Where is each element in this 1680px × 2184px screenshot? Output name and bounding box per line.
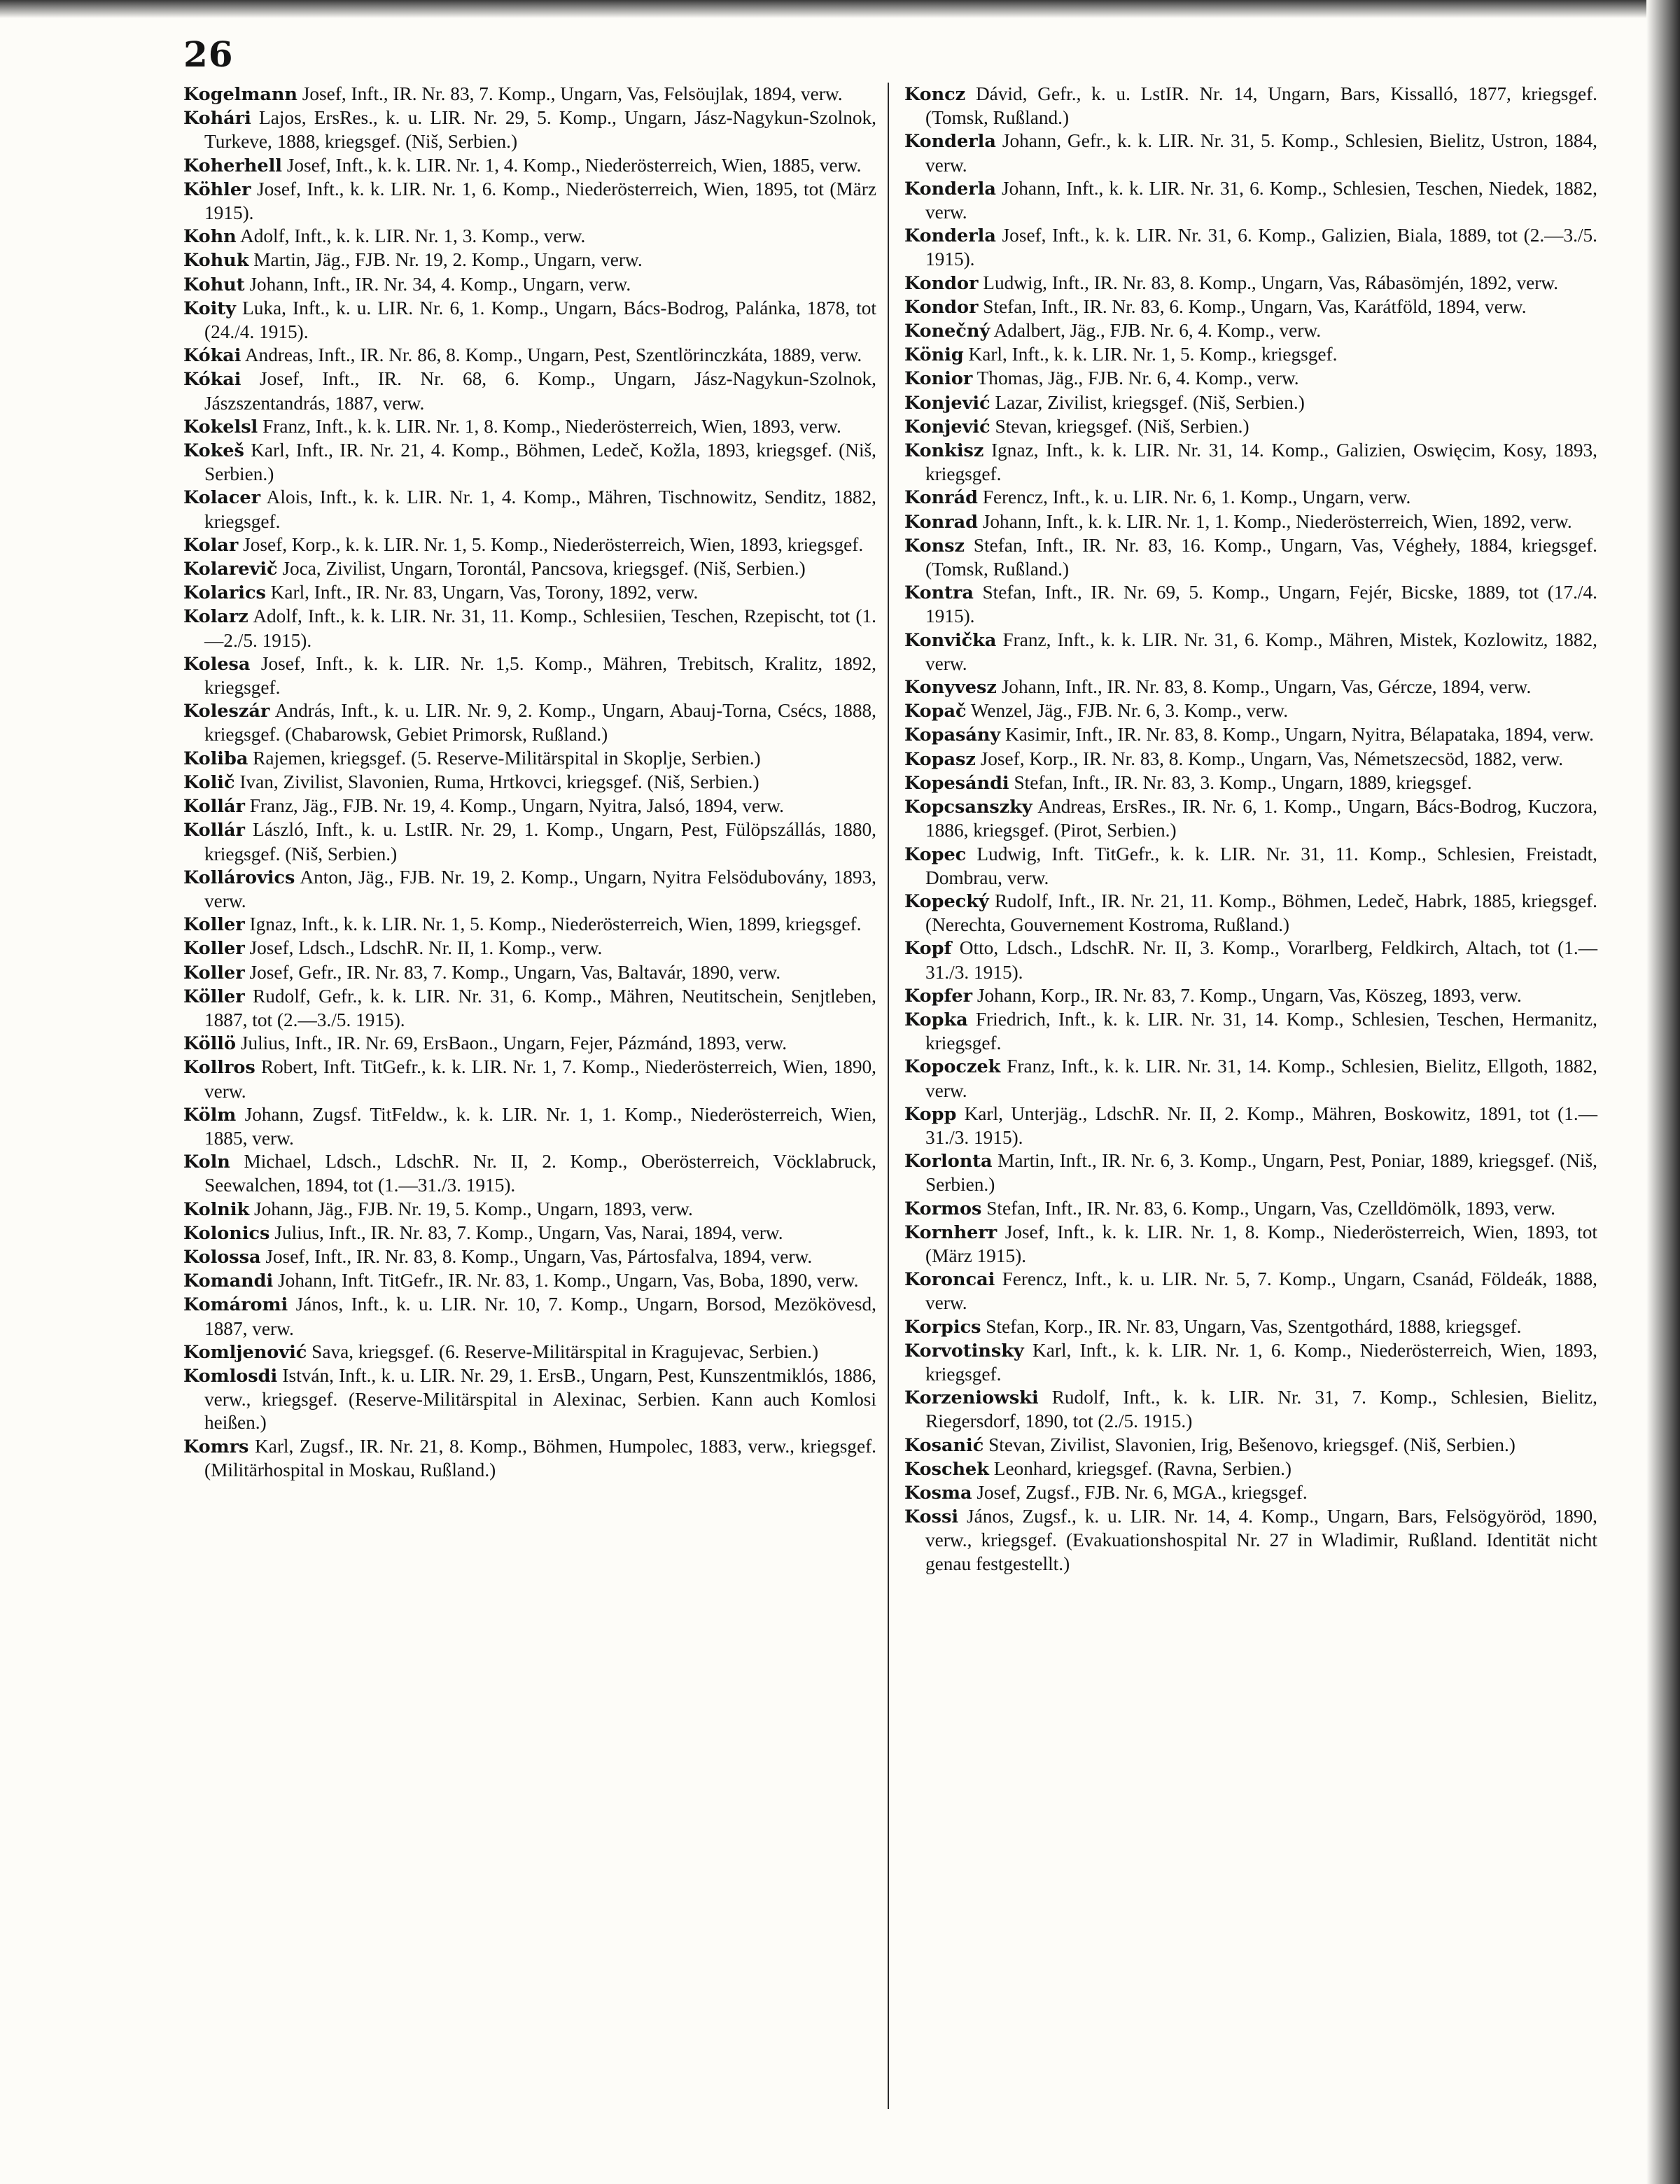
register-entry bbox=[904, 1457, 1597, 1481]
entry-details: László, Inft., k. u. LstIR. Nr. 29, 1. Komp., Ungarn, Pest, Fülöpszállás, 1880, kriegsgef. (Niš, Serbien.) bbox=[204, 819, 876, 864]
entry-surname: Konderla bbox=[904, 178, 996, 200]
entry-details: Josef, Gefr., IR. Nr. 83, 7. Komp., Ungarn, Vas, Baltavár, 1890, verw. bbox=[249, 961, 781, 983]
entry-surname: Konjević bbox=[904, 416, 990, 438]
entry-surname: Kosma bbox=[904, 1482, 972, 1504]
register-entry bbox=[183, 913, 876, 937]
register-entry bbox=[904, 1481, 1597, 1505]
register-entry bbox=[183, 415, 876, 439]
entry-surname: Koller bbox=[183, 962, 245, 983]
register-entry bbox=[183, 297, 876, 344]
entry-details: Adalbert, Jäg., FJB. Nr. 6, 4. Komp., verw. bbox=[993, 320, 1322, 342]
entry-surname: Konkisz bbox=[904, 440, 984, 462]
register-entry bbox=[183, 344, 876, 368]
entry-details: Franz, Inft., k. k. LIR. Nr. 1, 8. Komp., Niederösterreich, Wien, 1893, verw. bbox=[262, 415, 841, 437]
entry-surname: Kopač bbox=[904, 701, 967, 722]
entry-surname: Kossi bbox=[904, 1506, 959, 1528]
entry-details: Karl, Inft., IR. Nr. 21, 4. Komp., Böhmen, Ledeč, Kožla, 1893, kriegsgef. (Niš, Serbien.) bbox=[204, 440, 876, 485]
register-entry bbox=[904, 771, 1597, 795]
page-number: 26 bbox=[183, 34, 234, 75]
entry-details: Johann, Inft., IR. Nr. 83, 8. Komp., Ungarn, Vas, Gércze, 1894, verw. bbox=[1001, 676, 1532, 698]
register-entry bbox=[183, 699, 876, 746]
entry-details: Josef, Korp., IR. Nr. 83, 8. Komp., Ungarn, Vas, Németszecsöd, 1882, verw. bbox=[980, 748, 1564, 769]
entry-details: Johann, Inft., IR. Nr. 34, 4. Komp., Ungarn, verw. bbox=[249, 273, 631, 295]
entry-details: Andreas, Inft., IR. Nr. 86, 8. Komp., Ungarn, Pest, Szentlörinczkáta, 1889, verw. bbox=[244, 344, 862, 366]
register-entry bbox=[904, 629, 1597, 676]
register-entry bbox=[183, 1435, 876, 1482]
entry-surname: Konrad bbox=[904, 511, 978, 533]
entry-surname: Kopecký bbox=[904, 890, 989, 912]
entry-surname: Kollár bbox=[183, 820, 245, 841]
register-entry bbox=[904, 795, 1597, 842]
entry-details: Rudolf, Gefr., k. k. LIR. Nr. 31, 6. Komp., Mähren, Neutitschein, Senjtleben, 1887, tot (2.—3./5. 1915). bbox=[204, 985, 876, 1030]
entry-surname: Koleszár bbox=[183, 701, 270, 722]
entry-details: Karl, Inft., k. k. LIR. Nr. 1, 6. Komp., Niederösterreich, Wien, 1893, kriegsgef. bbox=[925, 1339, 1597, 1385]
register-entry bbox=[183, 985, 876, 1032]
entry-details: Ignaz, Inft., k. k. LIR. Nr. 1, 5. Komp., Niederösterreich, Wien, 1899, kriegsgef. bbox=[249, 913, 862, 935]
entry-surname: Kopcsanszky bbox=[904, 797, 1032, 818]
register-entry bbox=[904, 676, 1597, 699]
register-entry bbox=[183, 866, 876, 913]
entry-surname: Kopka bbox=[904, 1009, 968, 1030]
entry-details: Anton, Jäg., FJB. Nr. 19, 2. Komp., Ungarn, Nyitra Felsödubovány, 1893, verw. bbox=[204, 866, 876, 911]
entry-surname: Kolossa bbox=[183, 1246, 261, 1268]
entry-surname: Kollár bbox=[183, 796, 245, 818]
entry-details: Karl, Unterjäg., LdschR. Nr. II, 2. Komp., Mähren, Boskowitz, 1891, tot (1.—31./3. 1915). bbox=[925, 1102, 1597, 1148]
register-entry bbox=[904, 1268, 1597, 1315]
entry-surname: König bbox=[904, 344, 964, 366]
entry-details: Martin, Jäg., FJB. Nr. 19, 2. Komp., Ungarn, verw. bbox=[253, 249, 643, 271]
entry-surname: Koller bbox=[183, 914, 245, 936]
entry-details: Otto, Ldsch., LdschR. Nr. II, 3. Komp., Vorarlberg, Feldkirch, Altach, tot (1.—31./3. 1915). bbox=[925, 937, 1598, 983]
entry-surname: Kolonics bbox=[183, 1222, 270, 1244]
register-entry bbox=[904, 1102, 1597, 1149]
entry-surname: Kormos bbox=[904, 1198, 982, 1219]
entry-surname: Kornherr bbox=[904, 1222, 997, 1243]
entry-surname: Koln bbox=[183, 1152, 230, 1173]
entry-surname: Kollárovics bbox=[183, 867, 295, 888]
entry-details: Stefan, Inft., IR. Nr. 83, 16. Komp., Ungarn, Vas, Végheły, 1884, kriegsgef. (Tomsk, Rußland.) bbox=[925, 534, 1598, 580]
register-entry bbox=[904, 177, 1597, 224]
entry-surname: Korlonta bbox=[904, 1151, 993, 1172]
register-entry bbox=[904, 295, 1597, 319]
entry-details: Johann, Inft., k. k. LIR. Nr. 1, 1. Komp., Niederösterreich, Wien, 1892, verw. bbox=[982, 510, 1572, 532]
entry-details: Julius, Inft., IR. Nr. 69, ErsBaon., Ungarn, Fejer, Pázmánd, 1893, verw. bbox=[240, 1032, 788, 1054]
entry-details: Stefan, Inft., IR. Nr. 83, 3. Komp., Ungarn, 1889, kriegsgef. bbox=[1014, 771, 1472, 793]
entry-details: Ferencz, Inft., k. u. LIR. Nr. 5, 7. Komp., Ungarn, Csanád, Földeák, 1888, verw. bbox=[925, 1268, 1597, 1314]
register-entry bbox=[183, 533, 876, 557]
entry-details: Josef, Inft., k. k. LIR. Nr. 1,5. Komp., Mähren, Trebitsch, Kralitz, 1892, kriegsgef. bbox=[204, 652, 876, 699]
entry-details: Stefan, Inft., IR. Nr. 83, 6. Komp., Ungarn, Vas, Karátföld, 1894, verw. bbox=[983, 295, 1527, 317]
entry-details: János, Inft., k. u. LIR. Nr. 10, 7. Komp., Ungarn, Borsod, Mezökövesd, 1887, verw. bbox=[204, 1294, 877, 1339]
entry-surname: Kopasány bbox=[904, 724, 1001, 746]
left-column bbox=[183, 83, 876, 1482]
entry-details: Josef, Inft., k. k. LIR. Nr. 1, 8. Komp., Niederösterreich, Wien, 1893, tot (März 1915). bbox=[925, 1221, 1597, 1266]
register-entry bbox=[904, 699, 1597, 723]
entry-details: Franz, Inft., k. k. LIR. Nr. 31, 6. Komp., Mähren, Mistek, Kozlowitz, 1882, verw. bbox=[925, 629, 1597, 674]
entry-details: Ferencz, Inft., k. u. LIR. Nr. 6, 1. Komp., Ungarn, verw. bbox=[982, 486, 1411, 508]
entry-details: Stefan, Inft., IR. Nr. 69, 5. Komp., Ungarn, Fejér, Bicske, 1889, tot (17./4. 1915). bbox=[925, 582, 1597, 627]
entry-surname: Kohn bbox=[183, 226, 237, 248]
entry-details: Josef, Zugsf., FJB. Nr. 6, MGA., kriegsgef. bbox=[976, 1481, 1308, 1503]
entry-surname: Kokeš bbox=[183, 440, 244, 462]
right-column bbox=[904, 83, 1597, 1576]
entry-details: Rudolf, Inft., k. k. LIR. Nr. 31, 7. Komp., Schlesien, Bielitz, Riegersdorf, 1890, tot (2./5. 1915.) bbox=[925, 1387, 1597, 1432]
register-entry bbox=[904, 1008, 1597, 1055]
entry-details: Julius, Inft., IR. Nr. 83, 7. Komp., Ungarn, Vas, Narai, 1894, verw. bbox=[274, 1222, 783, 1243]
entry-surname: Komljenović bbox=[183, 1341, 307, 1363]
entry-surname: Konderla bbox=[904, 225, 996, 247]
entry-details: Ludwig, Inft., IR. Nr. 83, 8. Komp., Ungarn, Vas, Rábasömjén, 1892, verw. bbox=[983, 272, 1559, 293]
entry-details: Martin, Inft., IR. Nr. 6, 3. Komp., Ungarn, Pest, Poniar, 1889, kriegsgef. (Niš, Serbien.) bbox=[925, 1150, 1597, 1196]
entry-surname: Koroncai bbox=[904, 1269, 995, 1291]
register-entry bbox=[904, 1197, 1597, 1221]
entry-details: Leonhard, kriegsgef. (Ravna, Serbien.) bbox=[993, 1457, 1292, 1479]
entry-surname: Kolnik bbox=[183, 1198, 250, 1220]
entry-details: Luka, Inft., k. u. LIR. Nr. 6, 1. Komp., Ungarn, Bács-Bodrog, Palánka, 1878, tot (24./4. 1915). bbox=[204, 297, 877, 343]
entry-surname: Koliba bbox=[183, 748, 248, 769]
entry-surname: Konečný bbox=[904, 321, 990, 342]
register-entry bbox=[183, 439, 876, 486]
register-entry bbox=[183, 1222, 876, 1245]
entry-details: Joca, Zivilist, Ungarn, Torontál, Pancsova, kriegsgef. (Niš, Serbien.) bbox=[282, 558, 806, 580]
entry-surname: Kopec bbox=[904, 844, 967, 865]
entry-surname: Köller bbox=[183, 986, 245, 1007]
entry-details: Franz, Inft., k. k. LIR. Nr. 31, 14. Komp., Schlesien, Bielitz, Ellgoth, 1882, verw. bbox=[925, 1056, 1597, 1101]
entry-surname: Kopf bbox=[904, 938, 952, 960]
entry-surname: Koncz bbox=[904, 84, 966, 105]
entry-surname: Komandi bbox=[183, 1270, 274, 1292]
entry-surname: Kondor bbox=[904, 272, 979, 294]
entry-details: Lazar, Zivilist, kriegsgef. (Niš, Serbien.) bbox=[995, 391, 1305, 413]
entry-details: Alois, Inft., k. k. LIR. Nr. 1, 4. Komp., Mähren, Tischnowitz, Senditz, 1882, kriegsgef. bbox=[204, 486, 876, 532]
entry-details: Ludwig, Inft. TitGefr., k. k. LIR. Nr. 31, 11. Komp., Schlesien, Freistadt, Dombrau, verw. bbox=[925, 843, 1598, 888]
entry-surname: Kopfer bbox=[904, 985, 973, 1007]
register-entry bbox=[904, 367, 1597, 391]
entry-surname: Koherhell bbox=[183, 155, 282, 176]
register-entry bbox=[183, 1340, 876, 1364]
register-entry bbox=[183, 818, 876, 865]
register-entry bbox=[904, 319, 1597, 343]
entry-surname: Kolarics bbox=[183, 582, 266, 604]
entry-details: Johann, Zugsf. TitFeldw., k. k. LIR. Nr. 1, 1. Komp., Niederösterreich, Wien, 1885, verw. bbox=[204, 1103, 876, 1149]
register-entry bbox=[904, 843, 1597, 890]
entry-surname: Kohut bbox=[183, 274, 245, 295]
entry-surname: Komáromi bbox=[183, 1294, 288, 1316]
register-entry bbox=[904, 83, 1597, 130]
entry-surname: Komrs bbox=[183, 1436, 249, 1457]
entry-surname: Köllö bbox=[183, 1033, 236, 1055]
register-entry bbox=[904, 1434, 1597, 1457]
entry-details: András, Inft., k. u. LIR. Nr. 9, 2. Komp., Ungarn, Abauj-Torna, Csécs, 1888, kriegsgef. (Chabarowsk, Gebiet Primorsk, Rußland.) bbox=[204, 700, 876, 746]
entry-surname: Konvička bbox=[904, 629, 997, 651]
entry-surname: Kolacer bbox=[183, 487, 261, 509]
entry-surname: Köhler bbox=[183, 178, 251, 200]
entry-surname: Kondor bbox=[904, 296, 979, 318]
entry-surname: Konrád bbox=[904, 487, 978, 509]
register-entry bbox=[904, 581, 1597, 628]
entry-surname: Kopp bbox=[904, 1103, 957, 1125]
entry-details: Josef, Inft., k. k. LIR. Nr. 31, 6. Komp., Galizien, Biala, 1889, tot (2.—3./5. 1915). bbox=[925, 225, 1598, 270]
entry-surname: Kölm bbox=[183, 1104, 237, 1126]
register-entry bbox=[904, 130, 1597, 176]
register-entry bbox=[904, 343, 1597, 367]
register-entry bbox=[183, 1245, 876, 1269]
entry-surname: Korpics bbox=[904, 1316, 981, 1338]
entry-surname: Kontra bbox=[904, 582, 974, 604]
entry-surname: Kopoczek bbox=[904, 1056, 1001, 1078]
register-entry bbox=[183, 771, 876, 794]
entry-surname: Kollros bbox=[183, 1057, 255, 1079]
entry-surname: Kolesa bbox=[183, 653, 251, 675]
register-entry bbox=[183, 225, 876, 248]
entry-details: Rajemen, kriegsgef. (5. Reserve-Militärspital in Skoplje, Serbien.) bbox=[253, 747, 761, 769]
register-entry bbox=[183, 557, 876, 581]
entry-details: Adolf, Inft., k. k. LIR. Nr. 1, 3. Komp., verw. bbox=[240, 225, 586, 247]
entry-details: Josef, Inft., k. k. LIR. Nr. 1, 4. Komp., Niederösterreich, Wien, 1885, verw. bbox=[286, 154, 862, 176]
register-entry bbox=[183, 937, 876, 960]
entry-details: Josef, Ldsch., LdschR. Nr. II, 1. Komp., verw. bbox=[249, 937, 603, 959]
register-entry bbox=[183, 1056, 876, 1102]
register-entry bbox=[904, 1149, 1597, 1196]
register-entry bbox=[904, 486, 1597, 510]
entry-details: Franz, Jäg., FJB. Nr. 19, 4. Komp., Ungarn, Nyitra, Jalsó, 1894, verw. bbox=[249, 795, 785, 817]
entry-surname: Konderla bbox=[904, 131, 996, 153]
register-entry bbox=[904, 439, 1597, 486]
register-entry bbox=[904, 723, 1597, 747]
register-entry bbox=[183, 1103, 876, 1150]
entry-details: Josef, Inft., k. k. LIR. Nr. 1, 6. Komp., Niederösterreich, Wien, 1895, tot (März 1915). bbox=[204, 178, 877, 224]
entry-details: Johann, Inft. TitGefr., IR. Nr. 83, 1. Komp., Ungarn, Vas, Boba, 1890, verw. bbox=[278, 1270, 859, 1292]
register-entry bbox=[183, 83, 876, 106]
entry-details: Wenzel, Jäg., FJB. Nr. 6, 3. Komp., verw. bbox=[970, 700, 1289, 722]
entry-surname: Koschek bbox=[904, 1458, 989, 1480]
register-entry bbox=[183, 368, 876, 414]
column-divider bbox=[888, 83, 889, 2109]
entry-surname: Količ bbox=[183, 771, 235, 793]
entry-details: Johann, Gefr., k. k. LIR. Nr. 31, 5. Komp., Schlesien, Bielitz, Ustron, 1884, verw. bbox=[925, 130, 1597, 176]
register-entry bbox=[904, 1221, 1597, 1268]
entry-surname: Korzeniowski bbox=[904, 1387, 1039, 1409]
entry-details: Dávid, Gefr., k. u. LstIR. Nr. 14, Ungarn, Bars, Kissalló, 1877, kriegsgef. (Tomsk, Rußland.) bbox=[925, 83, 1598, 129]
register-entry bbox=[183, 1293, 876, 1340]
register-entry bbox=[183, 1364, 876, 1435]
register-entry bbox=[183, 248, 876, 272]
entry-surname: Kókai bbox=[183, 369, 241, 391]
entry-details: Lajos, ErsRes., k. u. LIR. Nr. 29, 5. Komp., Ungarn, Jász-Nagykun-Szolnok, Turkeve, 1888, kriegsgef. (Niš, Serbien.) bbox=[204, 107, 876, 153]
entry-details: Michael, Ldsch., LdschR. Nr. II, 2. Komp., Oberösterreich, Vöcklabruck, Seewalchen, 1894, tot (1.—31./3. 1915). bbox=[204, 1151, 876, 1196]
entry-details: Kasimir, Inft., IR. Nr. 83, 8. Komp., Ungarn, Nyitra, Bélapataka, 1894, verw. bbox=[1005, 724, 1594, 746]
entry-details: Sava, kriegsgef. (6. Reserve-Militärspital in Kragujevac, Serbien.) bbox=[312, 1340, 819, 1362]
entry-surname: Kopasz bbox=[904, 748, 976, 770]
entry-details: Ignaz, Inft., k. k. LIR. Nr. 31, 14. Komp., Galizien, Oswięcim, Kosy, 1893, kriegsgef. bbox=[925, 440, 1598, 485]
entry-details: Karl, Inft., IR. Nr. 83, Ungarn, Vas, Torony, 1892, verw. bbox=[270, 582, 699, 603]
entry-details: Friedrich, Inft., k. k. LIR. Nr. 31, 14. Komp., Schlesien, Teschen, Hermanitz, kriegsgef. bbox=[925, 1008, 1597, 1054]
entry-details: Ivan, Zivilist, Slavonien, Ruma, Hrtkovci, kriegsgef. (Niš, Serbien.) bbox=[239, 771, 760, 792]
entry-details: Johann, Inft., k. k. LIR. Nr. 31, 6. Komp., Schlesien, Teschen, Niedek, 1882, verw. bbox=[925, 177, 1598, 223]
entry-details: Andreas, ErsRes., IR. Nr. 6, 1. Komp., Ungarn, Bács-Bodrog, Kuczora, 1886, kriegsgef. (Pirot, Serbien.) bbox=[925, 796, 1597, 841]
entry-surname: Konyvesz bbox=[904, 677, 997, 699]
entry-details: Adolf, Inft., k. k. LIR. Nr. 31, 11. Komp., Schlesiien, Teschen, Rzepischt, tot (1.—2./5. 1915). bbox=[204, 606, 876, 651]
entry-surname: Konsz bbox=[904, 535, 965, 556]
register-entry bbox=[904, 534, 1597, 581]
register-entry bbox=[904, 1505, 1597, 1576]
register-entry bbox=[904, 272, 1597, 295]
entry-surname: Konior bbox=[904, 368, 973, 390]
register-entry bbox=[904, 937, 1597, 983]
register-entry bbox=[904, 1315, 1597, 1339]
entry-details: Karl, Zugsf., IR. Nr. 21, 8. Komp., Böhmen, Humpolec, 1883, verw., kriegsgef. (Militärhospital in Moskau, Rußland.) bbox=[204, 1435, 876, 1480]
entry-details: Johann, Korp., IR. Nr. 83, 7. Komp., Ungarn, Vas, Köszeg, 1893, verw. bbox=[976, 984, 1522, 1006]
register-entry bbox=[183, 273, 876, 297]
entry-details: Rudolf, Inft., IR. Nr. 21, 11. Komp., Böhmen, Ledeč, Habrk, 1885, kriegsgef. (Nerechta, Gouvernement Kostroma, Rußland.) bbox=[925, 890, 1597, 936]
register-entry bbox=[183, 581, 876, 605]
entry-details: János, Zugsf., k. u. LIR. Nr. 14, 4. Komp., Ungarn, Bars, Felsögyöröd, 1890, verw., kriegsgef. (Evakuationshospital Nr. 27 in Wladimir, Rußland. Identität nicht genau festgestellt.) bbox=[925, 1506, 1597, 1574]
register-entry bbox=[183, 961, 876, 985]
entry-surname: Kolarz bbox=[183, 606, 248, 628]
entry-surname: Kohári bbox=[183, 108, 251, 130]
entry-surname: Kolar bbox=[183, 534, 239, 556]
register-entry bbox=[904, 415, 1597, 439]
register-entry bbox=[904, 224, 1597, 271]
register-entry bbox=[904, 1386, 1597, 1433]
register-entry bbox=[904, 984, 1597, 1008]
register-entry bbox=[183, 605, 876, 652]
register-entry bbox=[183, 1150, 876, 1197]
entry-details: Josef, Inft., IR. Nr. 68, 6. Komp., Ungarn, Jász-Nagykun-Szolnok, Jászszentandrás, 1887, verw. bbox=[204, 368, 876, 414]
entry-surname: Komlosdi bbox=[183, 1365, 278, 1387]
entry-details: Josef, Korp., k. k. LIR. Nr. 1, 5. Komp., Niederösterreich, Wien, 1893, kriegsgef. bbox=[243, 533, 864, 555]
register-entry bbox=[183, 1032, 876, 1056]
register-entry bbox=[183, 178, 876, 225]
register-entry bbox=[183, 1269, 876, 1293]
entry-details: Stefan, Korp., IR. Nr. 83, Ungarn, Vas, Szentgothárd, 1888, kriegsgef. bbox=[986, 1315, 1522, 1337]
register-entry bbox=[183, 106, 876, 153]
register-entry bbox=[183, 747, 876, 771]
register-entry bbox=[183, 154, 876, 178]
entry-details: Robert, Inft. TitGefr., k. k. LIR. Nr. 1, 7. Komp., Niederösterreich, Wien, 1890, verw. bbox=[204, 1056, 876, 1102]
entry-details: Stevan, Zivilist, Slavonien, Irig, Bešenovo, kriegsgef. (Niš, Serbien.) bbox=[988, 1434, 1516, 1455]
entry-surname: Konjević bbox=[904, 392, 990, 414]
register-entry bbox=[183, 1198, 876, 1222]
register-entry bbox=[904, 1055, 1597, 1102]
entry-surname: Koller bbox=[183, 938, 245, 960]
entry-surname: Korvotinsky bbox=[904, 1340, 1024, 1362]
entry-surname: Kókai bbox=[183, 345, 241, 367]
entry-surname: Kosanić bbox=[904, 1434, 984, 1456]
entry-details: Thomas, Jäg., FJB. Nr. 6, 4. Komp., verw. bbox=[976, 368, 1299, 389]
entry-surname: Kogelmann bbox=[183, 84, 298, 105]
entry-surname: Kokelsl bbox=[183, 416, 258, 438]
entry-details: Karl, Inft., k. k. LIR. Nr. 1, 5. Komp., kriegsgef. bbox=[968, 344, 1338, 365]
register-entry bbox=[904, 748, 1597, 771]
entry-details: Stefan, Inft., IR. Nr. 83, 6. Komp., Ungarn, Vas, Czelldömölk, 1893, verw. bbox=[986, 1197, 1555, 1219]
entry-surname: Kopesándi bbox=[904, 772, 1009, 794]
entry-surname: Kohuk bbox=[183, 250, 249, 272]
register-entry bbox=[183, 794, 876, 818]
entry-details: István, Inft., k. u. LIR. Nr. 29, 1. ErsB., Ungarn, Pest, Kunszentmiklós, 1886, verw., kriegsgef. (Reserve-Militärspital in Alexinac, Serbien. Kann auch Komlosi heißen.) bbox=[204, 1364, 877, 1434]
register-entry bbox=[904, 510, 1597, 534]
entry-surname: Kolarevič bbox=[183, 559, 278, 580]
register-entry bbox=[904, 1339, 1597, 1386]
register-entry bbox=[904, 391, 1597, 415]
entry-details: Josef, Inft., IR. Nr. 83, 8. Komp., Ungarn, Vas, Pártosfalva, 1894, verw. bbox=[265, 1245, 813, 1267]
register-entry bbox=[183, 652, 876, 699]
entry-details: Stevan, kriegsgef. (Niš, Serbien.) bbox=[995, 415, 1250, 437]
register-entry bbox=[183, 486, 876, 533]
register-entry bbox=[904, 890, 1597, 937]
entry-details: Johann, Jäg., FJB. Nr. 19, 5. Komp., Ungarn, 1893, verw. bbox=[254, 1198, 693, 1219]
entry-details: Josef, Inft., IR. Nr. 83, 7. Komp., Ungarn, Vas, Felsöujlak, 1894, verw. bbox=[302, 83, 843, 104]
entry-surname: Koity bbox=[183, 298, 236, 319]
